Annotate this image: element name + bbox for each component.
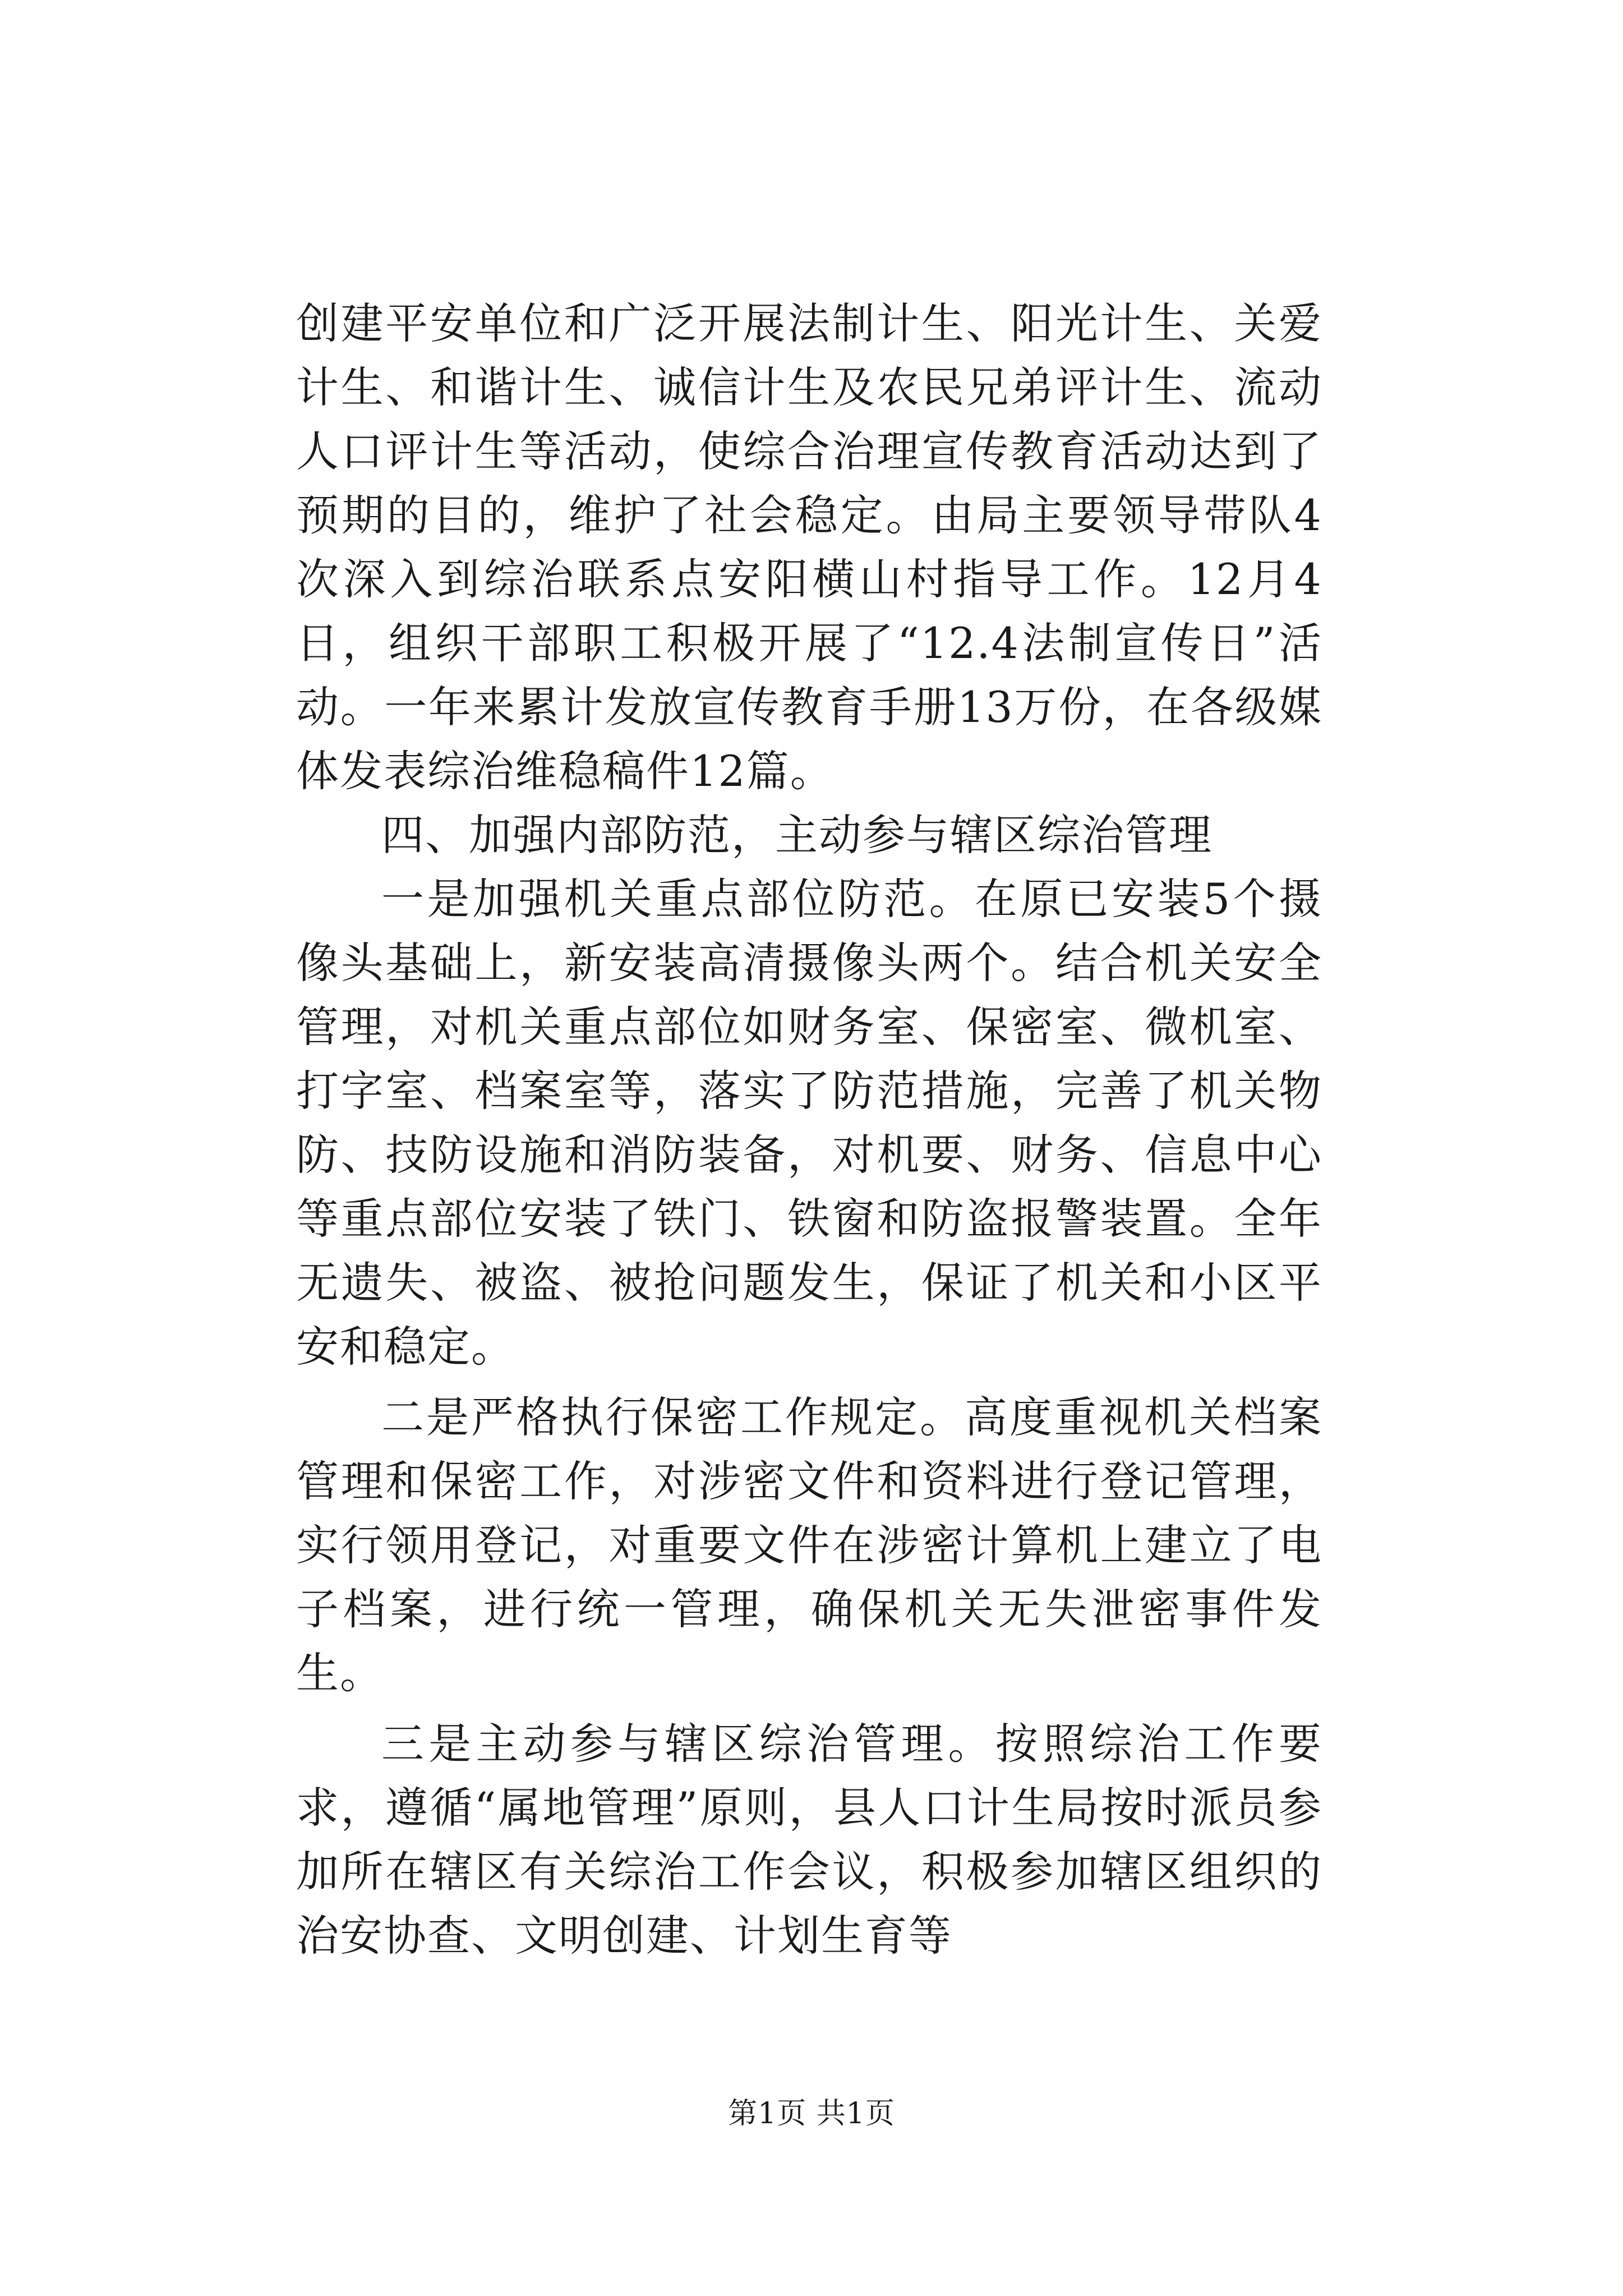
section-heading: 四、加强内部防范，主动参与辖区综治管理: [381, 810, 1212, 860]
page-footer: 第1页 共1页: [728, 2097, 895, 2131]
document-body: [296, 292, 1322, 1968]
paragraph-2: 二是严格执行保密工作规定。高度重视机关档案管理和保密工作，对涉密文件和资料进行登记管理，实行领用登记，对重要文件在涉密计算机上建立了电子档案，进行统一管理，确保机关无失泄密事件发生。: [296, 1392, 1322, 1698]
paragraph-1: 一是加强机关重点部位防范。在原已安装5个摄像头基础上，新安装高清摄像头两个。结合机关安全管理，对机关重点部位如财务室、保密室、微机室、打字室、档案室等，落实了防范措施，完善了机关物防、技防设施和消防装备，对机要、财务、信息中心等重点部位安装了铁门、铁窗和防盗报警装置。全年无遗失、被盗、被抢问题发生，保证了机关和小区平安和稳定。: [296, 874, 1322, 1372]
paragraph-3: 三是主动参与辖区综治管理。按照综治工作要求，遵循“属地管理”原则，县人口计生局按时派员参加所在辖区有关综治工作会议，积极参加辖区组织的治安协查、文明创建、计划生育等: [296, 1719, 1322, 1961]
paragraph-continued: 创建平安单位和广泛开展法制计生、阳光计生、关爱计生、和谐计生、诚信计生及农民兄弟评计生、流动人口评计生等活动，使综合治理宣传教育活动达到了预期的目的，维护了社会稳定。由局主要领导带队4次深入到综治联系点安阳横山村指导工作。12月4日，组织干部职工积极开展了“12.4法制宣传日”活动。一年来累计发放宣传教育手册13万份，在各级媒体发表综治维稳稿件12篇。: [296, 298, 1322, 796]
